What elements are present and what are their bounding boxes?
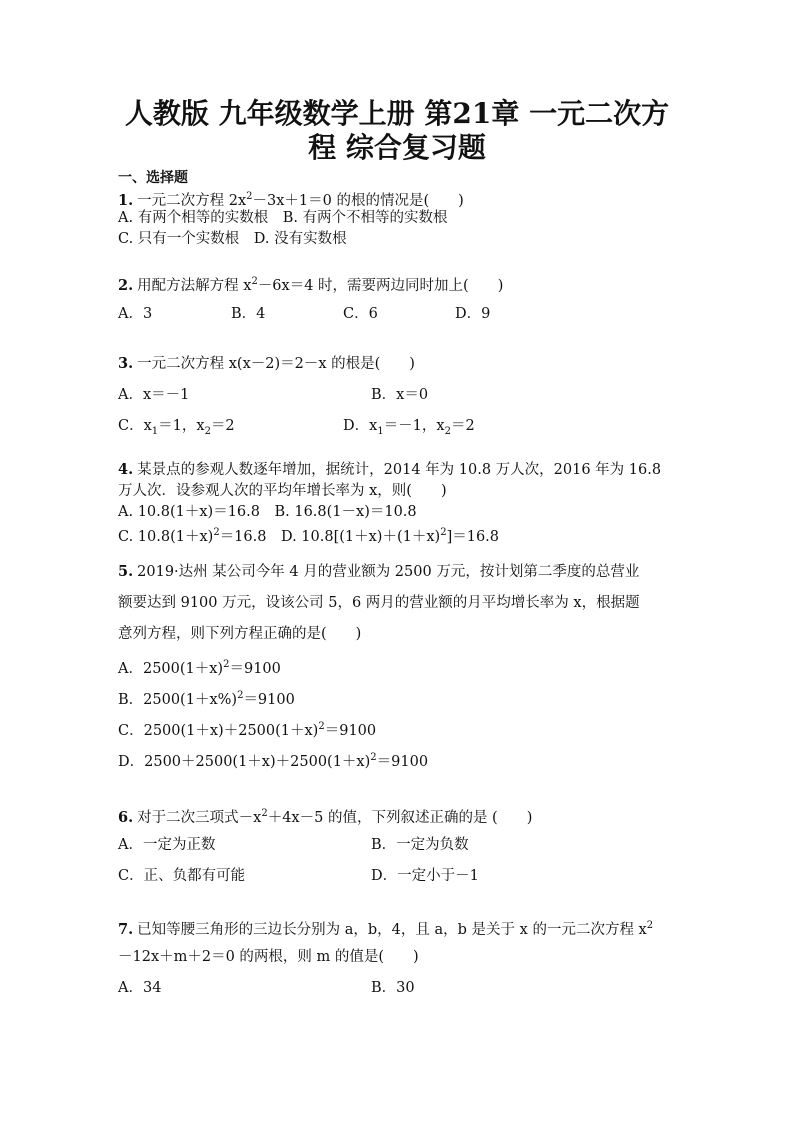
question-6-stem: 6. 对于二次三项式$-x^2+4x-5$ 的值，下列叙述正确的是 ( ): [118, 808, 533, 826]
question-2-option-c: C．6: [343, 306, 378, 322]
question-7-stem-line-1: 7. 已知等腰三角形的三边长分别为 a，b，4，且 a，b 是关于 x 的一元二次方程 $x^2$: [118, 920, 654, 938]
question-7-option-a: A．34: [118, 980, 162, 996]
question-7-option-b: B．30: [371, 980, 415, 996]
question-3-stem: 3. 一元二次方程 x(x－2)＝2－x 的根是( ): [118, 355, 415, 372]
question-5-stem-line-3: 意列方程，则下列方程正确的是( ): [118, 626, 362, 642]
question-2-option-a: A．3: [118, 306, 153, 322]
question-5-option-a: A．$2500(1+x)^2=9100$: [118, 659, 281, 677]
question-3-option-d: D．$x_1=-1$，$x_2=2$: [343, 418, 475, 437]
question-4-options-ab: A. 10.8(1＋x)＝16.8 B. 16.8(1－x)＝10.8: [118, 504, 417, 520]
question-number: 2.: [118, 276, 134, 294]
question-3-option-b: B．x＝0: [371, 387, 429, 403]
question-2-option-d: D．9: [455, 306, 491, 322]
question-5-stem-line-2: 额要达到 9100 万元，设该公司 5，6 两月的营业额的月平均增长率为 x，根据题: [118, 595, 640, 611]
question-1-options-cd: C. 只有一个实数根 D. 没有实数根: [118, 231, 347, 247]
question-3-option-c: C．$x_1=1$，$x_2=2$: [118, 418, 235, 437]
question-6-option-a: A．一定为正数: [118, 837, 216, 853]
question-6-option-c: C．正、负都有可能: [118, 868, 246, 884]
question-1-stem: 1. 一元二次方程 $2x^2-3x+1=0$ 的根的情况是( ): [118, 191, 464, 209]
question-1-options-ab: A. 有两个相等的实数根 B. 有两个不相等的实数根: [118, 210, 448, 226]
question-number: 7.: [118, 920, 134, 938]
question-4-stem-line-2: 万人次．设参观人次的平均年增长率为 x，则( ): [118, 483, 447, 499]
question-5-option-d: D．$2500+2500(1+x)+2500(1+x)^2=9100$: [118, 752, 429, 770]
question-2-option-b: B．4: [231, 306, 266, 322]
question-7-stem-line-2: －12x＋m＋2＝0 的两根，则 m 的值是( ): [118, 949, 419, 965]
question-6-option-b: B．一定为负数: [371, 837, 469, 853]
question-6-option-d: D．一定小于－1: [371, 868, 479, 884]
question-5-option-c: C．$2500(1+x)+2500(1+x)^2=9100$: [118, 721, 377, 739]
question-number: 6.: [118, 808, 134, 826]
question-4-options-cd: C. $10.8(1+x)^2=16.8$ D. $10.8[(1+x)+(1+x)^2]=16.8$: [118, 527, 500, 545]
page-title-line-2: 程 综合复习题: [308, 131, 486, 164]
question-5-option-b: B．$2500(1+x\%)^2=9100$: [118, 690, 295, 708]
question-3-option-a: A．x＝－1: [118, 387, 190, 403]
question-number: 4.: [118, 461, 134, 478]
question-2-stem: 2. 用配方法解方程 $x^2-6x=4$ 时，需要两边同时加上( ): [118, 276, 504, 294]
page-title-line-1: 人教版 九年级数学上册 第21章 一元二次方: [124, 97, 670, 130]
question-number: 1.: [118, 191, 134, 209]
question-5-stem-line-1: 5. 2019·达州 某公司今年 4 月的营业额为 2500 万元，按计划第二季度的总营业: [118, 563, 640, 580]
question-number: 5.: [118, 563, 134, 580]
question-number: 3.: [118, 355, 134, 372]
question-4-stem-line-1: 4. 某景点的参观人数逐年增加，据统计，2014 年为 10.8 万人次，2016 年为 16.8: [118, 461, 662, 478]
section-heading: 一、选择题: [118, 170, 188, 186]
